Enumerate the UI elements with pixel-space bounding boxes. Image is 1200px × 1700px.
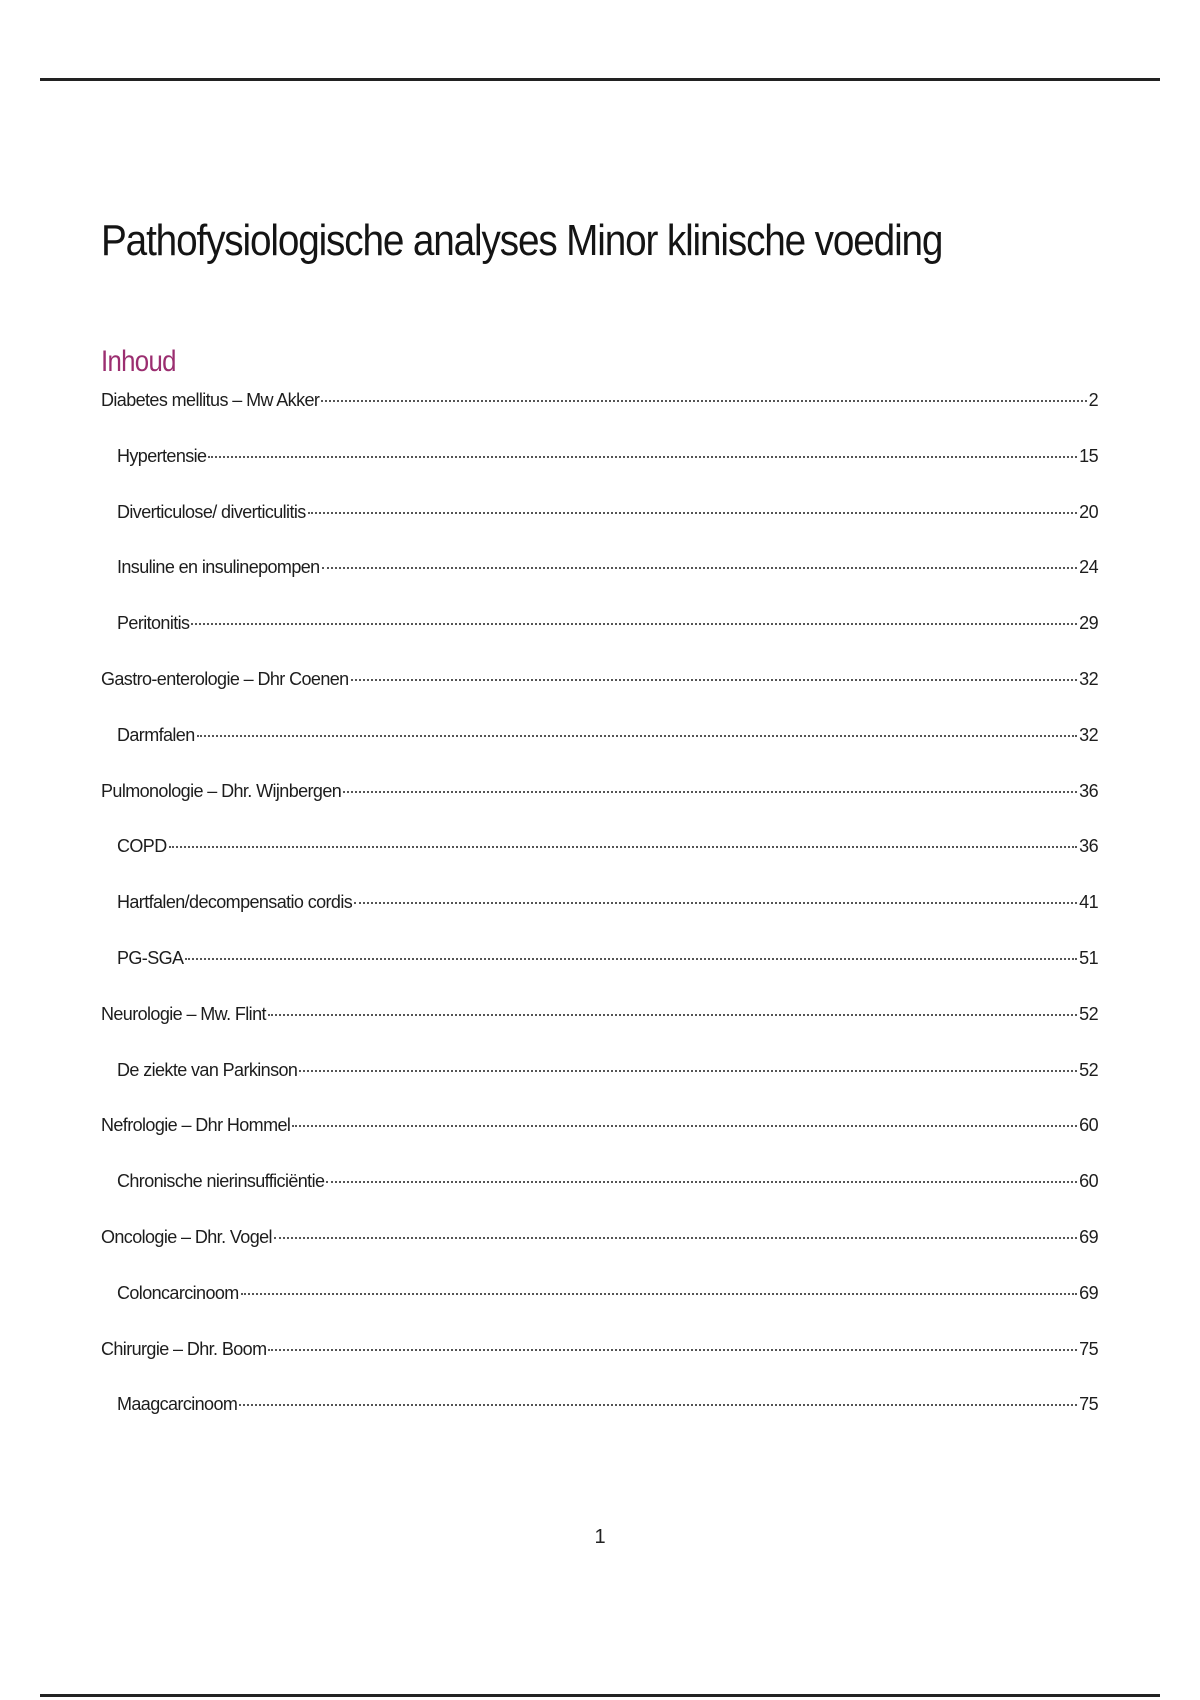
toc-entry-label: Diverticulose/ diverticulitis [117, 501, 306, 522]
toc-dot-leader [292, 1125, 1077, 1127]
toc-heading: Inhoud [101, 345, 176, 378]
toc-entry-label: Hypertensie [117, 445, 207, 466]
toc-entry-page: 41 [1079, 892, 1098, 913]
toc-dot-leader [299, 1070, 1077, 1072]
toc-dot-leader [239, 1404, 1077, 1406]
toc-dot-leader [354, 902, 1077, 904]
toc-entry-label: Diabetes mellitus – Mw Akker [101, 390, 320, 410]
toc-dot-leader [326, 1181, 1077, 1183]
toc-entry-label: Darmfalen [117, 724, 195, 745]
toc-entry-page: 15 [1079, 445, 1098, 466]
toc-dot-leader [241, 1293, 1078, 1295]
header-rule [40, 78, 1160, 81]
toc-entry-label: Maagcarcinoom [117, 1394, 238, 1415]
toc-entry-label: Peritonitis [117, 613, 190, 634]
toc-entry-label: Hartfalen/decompensatio cordis [117, 892, 353, 913]
table-of-contents [101, 390, 1098, 1450]
toc-dot-leader [268, 1014, 1077, 1016]
toc-entry-label: Pulmonologie – Dhr. Wijnbergen [101, 780, 342, 801]
toc-entry-label: Chirurgie – Dhr. Boom [101, 1338, 267, 1359]
toc-entry[interactable] [101, 390, 1098, 446]
toc-entry[interactable] [101, 892, 1098, 948]
toc-dot-leader [321, 400, 1086, 402]
toc-entry[interactable] [101, 725, 1098, 781]
toc-entry-page: 75 [1079, 1338, 1098, 1359]
toc-entry[interactable] [101, 1060, 1098, 1116]
toc-dot-leader [268, 1349, 1077, 1351]
toc-entry-page: 60 [1079, 1115, 1098, 1136]
toc-entry-label: De ziekte van Parkinson [117, 1059, 298, 1080]
toc-entry[interactable] [101, 781, 1098, 837]
toc-dot-leader [185, 958, 1077, 960]
toc-entry[interactable] [101, 1115, 1098, 1171]
toc-entry[interactable] [101, 948, 1098, 1004]
toc-entry-page: 51 [1079, 947, 1098, 968]
toc-entry[interactable] [101, 1004, 1098, 1060]
toc-entry-page: 75 [1079, 1394, 1098, 1415]
toc-entry-page: 32 [1079, 668, 1098, 689]
footer-rule [40, 1694, 1160, 1697]
toc-entry-label: Neurologie – Mw. Flint [101, 1003, 266, 1024]
toc-entry[interactable] [101, 669, 1098, 725]
toc-entry-page: 32 [1079, 724, 1098, 745]
toc-entry-page: 52 [1079, 1059, 1098, 1080]
toc-dot-leader [191, 623, 1077, 625]
toc-entry-page: 36 [1079, 836, 1098, 857]
toc-entry-page: 36 [1079, 780, 1098, 801]
toc-entry[interactable] [101, 446, 1098, 502]
toc-entry-label: Nefrologie – Dhr Hommel [101, 1115, 291, 1136]
toc-entry[interactable] [101, 1227, 1098, 1283]
toc-dot-leader [197, 735, 1078, 737]
toc-entry-label: Insuline en insulinepompen [117, 557, 320, 578]
toc-entry-page: 29 [1079, 613, 1098, 634]
document-title: Pathofysiologische analyses Minor klinische voeding [101, 216, 943, 265]
toc-entry-page: 69 [1079, 1226, 1098, 1247]
toc-entry-page: 69 [1079, 1282, 1098, 1303]
toc-entry[interactable] [101, 1394, 1098, 1450]
toc-entry[interactable] [101, 1339, 1098, 1395]
toc-entry[interactable] [101, 1283, 1098, 1339]
toc-entry[interactable] [101, 557, 1098, 613]
toc-dot-leader [322, 567, 1078, 569]
toc-entry-label: Oncologie – Dhr. Vogel [101, 1226, 272, 1247]
toc-entry-label: COPD [117, 836, 167, 857]
toc-entry-label: PG-SGA [117, 947, 184, 968]
toc-entry[interactable] [101, 502, 1098, 558]
toc-entry-page: 24 [1079, 557, 1098, 578]
toc-entry[interactable] [101, 1171, 1098, 1227]
toc-entry-page: 2 [1088, 390, 1098, 410]
page-number: 1 [594, 1526, 606, 1548]
toc-entry-page: 52 [1079, 1003, 1098, 1024]
toc-dot-leader [208, 456, 1077, 458]
toc-dot-leader [169, 846, 1078, 848]
toc-dot-leader [351, 679, 1078, 681]
toc-entry[interactable] [101, 613, 1098, 669]
toc-entry-page: 20 [1079, 501, 1098, 522]
toc-entry-label: Gastro-enterologie – Dhr Coenen [101, 668, 349, 689]
toc-dot-leader [308, 512, 1078, 514]
toc-dot-leader [343, 791, 1077, 793]
toc-entry-label: Chronische nierinsufficiëntie [117, 1171, 325, 1192]
toc-entry-page: 60 [1079, 1171, 1098, 1192]
toc-entry[interactable] [101, 836, 1098, 892]
toc-dot-leader [274, 1237, 1077, 1239]
toc-entry-label: Coloncarcinoom [117, 1282, 239, 1303]
